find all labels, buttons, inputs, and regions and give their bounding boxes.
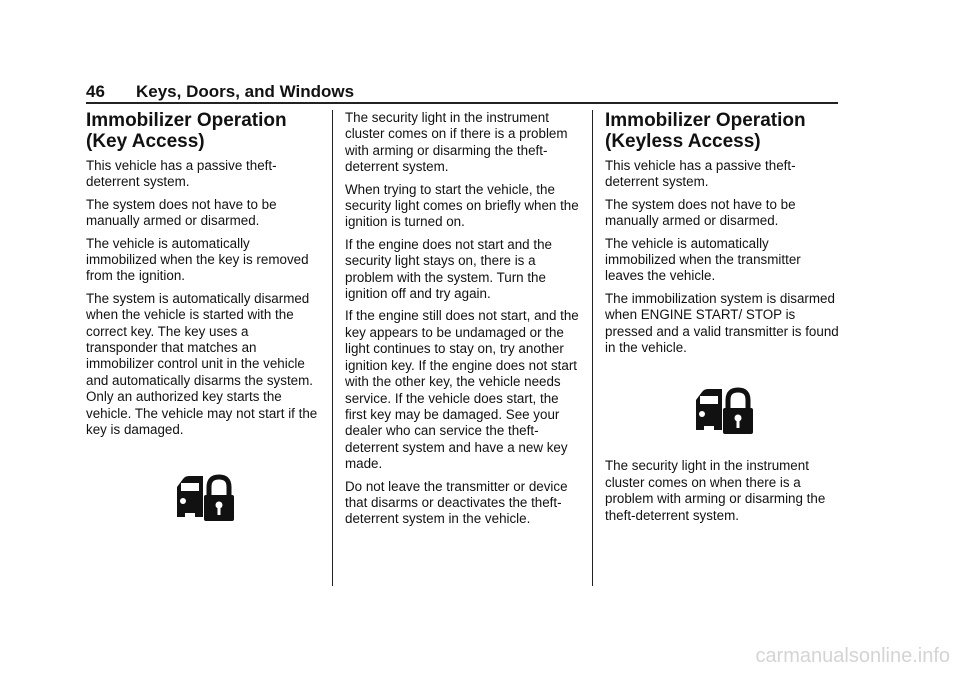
security-light-icon (173, 473, 235, 523)
section-title: Keys, Doors, and Windows (136, 82, 355, 101)
paragraph: The vehicle is automatically immobilized when the transmitter leaves the vehicle. (605, 235, 801, 284)
paragraph: When trying to start the vehicle, the security light comes on briefly when the ignition is turned on. (345, 181, 579, 230)
header-rule (86, 102, 838, 104)
paragraph: The system does not have to be manually armed or disarmed. (86, 196, 277, 229)
column-left (86, 110, 322, 523)
paragraph: The security light in the instrument cluster comes on when there is a problem with arming or disarming the theft-deterrent system. (605, 458, 826, 523)
paragraph: The security light in the instrument cluster comes on if there is a problem with arming or disarming the theft-deterrent system. (345, 110, 568, 175)
heading-keyless-access: Immobilizer Operation (Keyless Access) (605, 110, 806, 152)
paragraph: This vehicle has a passive theft-deterrent system. (86, 158, 277, 190)
column-divider-1 (332, 110, 333, 586)
column-right (605, 110, 841, 530)
paragraph: The system does not have to be manually armed or disarmed. (605, 196, 796, 229)
security-light-icon (692, 386, 754, 436)
paragraph: The immobilization system is disarmed when ENGINE START/ STOP is pressed and a valid transmitter is found in the vehicle. (605, 290, 839, 356)
page-number: 46 (86, 82, 105, 101)
paragraph: If the engine does not start and the security light stays on, there is a problem with the system. Turn the ignition off and try again. (345, 236, 552, 302)
paragraph: The system is automatically disarmed when the vehicle is started with the correct key. The key uses a transponder that matches an immobilizer control unit in the vehicle and automatically disarms the system. Only an authorized key starts the vehicle. The vehicle may not start if the key is damaged. (86, 290, 318, 438)
security-light-icon-wrap (605, 386, 841, 436)
column-divider-2 (592, 110, 593, 586)
heading-key-access: Immobilizer Operation (Key Access) (86, 110, 287, 152)
paragraph: This vehicle has a passive theft-deterrent system. (605, 158, 796, 190)
paragraph: If the engine still does not start, and the key appears to be undamaged or the light continues to stay on, try another ignition key. If the engine does not start with the other key, the vehicle needs service. If the vehicle does start, the first key may be damaged. See your dealer who can service the theft-deterrent system and have a new key made. (345, 308, 579, 472)
security-light-icon-wrap (86, 473, 322, 523)
paragraph: Do not leave the transmitter or device that disarms or deactivates the theft-deterrent system in the vehicle. (345, 478, 568, 527)
column-middle (345, 110, 581, 534)
watermark: carmanualsonline.info (755, 645, 950, 667)
paragraph: The vehicle is automatically immobilized when the key is removed from the ignition. (86, 235, 309, 284)
